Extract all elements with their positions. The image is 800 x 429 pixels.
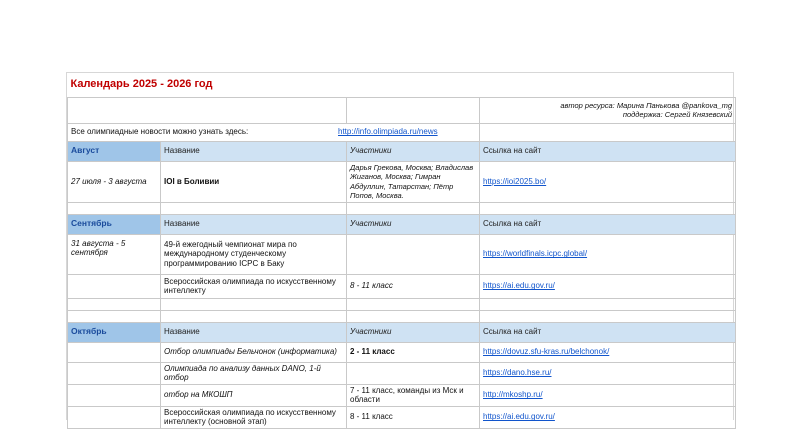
event-link[interactable]: https://ai.edu.gov.ru/	[483, 281, 555, 291]
header-participants[interactable]: Участники	[347, 214, 480, 234]
event-link-cell[interactable]	[480, 406, 736, 428]
spacer-row	[68, 310, 736, 322]
event-name[interactable]: Всероссийская олимпиада по искусственному интеллекту	[161, 274, 347, 298]
event-participants[interactable]: 8 - 11 класс	[347, 406, 480, 428]
event-link-cell[interactable]	[480, 234, 736, 274]
event-date[interactable]	[68, 274, 161, 298]
header-name[interactable]: Название	[161, 141, 347, 161]
empty-cell[interactable]	[68, 97, 347, 123]
event-link[interactable]: https://worldfinals.icpc.global/	[483, 249, 588, 259]
october-header-row	[68, 322, 736, 342]
support-text: поддержка: Сергей Князевский	[622, 110, 733, 119]
header-link[interactable]: Ссылка на сайт	[480, 214, 736, 234]
news-link-cell[interactable]	[338, 123, 736, 141]
spacer-row	[68, 202, 736, 214]
event-link[interactable]: https://ioi2025.bo/	[483, 176, 547, 186]
table-row	[68, 362, 736, 384]
empty-cell[interactable]	[161, 298, 347, 310]
empty-cell[interactable]	[347, 97, 480, 123]
table-row	[68, 234, 736, 274]
month-august[interactable]: Август	[68, 141, 161, 161]
august-header-row	[68, 141, 736, 161]
title-cell[interactable]	[68, 73, 736, 97]
table-row	[68, 161, 736, 202]
empty-cell[interactable]	[68, 310, 161, 322]
event-link-cell[interactable]	[480, 362, 736, 384]
event-date[interactable]: 27 июля - 3 августа	[68, 161, 161, 202]
event-participants[interactable]: 2 - 11 класс	[347, 342, 480, 362]
author-cell[interactable]	[480, 97, 736, 123]
event-date[interactable]	[68, 406, 161, 428]
event-date[interactable]	[68, 342, 161, 362]
header-participants[interactable]: Участники	[347, 322, 480, 342]
event-date[interactable]: 31 августа - 5 сентября	[68, 234, 161, 274]
header-name[interactable]: Название	[161, 322, 347, 342]
empty-cell[interactable]	[347, 298, 480, 310]
event-date[interactable]	[68, 362, 161, 384]
event-link[interactable]: https://dano.hse.ru/	[483, 368, 552, 378]
empty-cell[interactable]	[68, 298, 161, 310]
header-link[interactable]: Ссылка на сайт	[480, 322, 736, 342]
author-text: автор ресурса: Марина Панькова @pankova_mg	[560, 101, 733, 110]
event-link-cell[interactable]	[480, 384, 736, 406]
empty-cell[interactable]	[161, 310, 347, 322]
calendar-table	[67, 73, 736, 429]
news-row	[68, 123, 736, 141]
empty-cell[interactable]	[347, 310, 480, 322]
event-participants[interactable]: Дарья Грекова, Москва; Владислав Жиганов, Москва; Гимран Абдуллин, Татарстан; Пётр Попов, Москва.	[347, 161, 480, 202]
title-row	[68, 73, 736, 97]
header-name[interactable]: Название	[161, 214, 347, 234]
month-september[interactable]: Сентябрь	[68, 214, 161, 234]
event-link-cell[interactable]	[480, 342, 736, 362]
event-link[interactable]: https://ai.edu.gov.ru/	[483, 412, 555, 422]
news-label: Все олимпиадные новости можно узнать здесь:	[71, 127, 249, 137]
table-row	[68, 342, 736, 362]
event-name[interactable]: Олимпиада по анализу данных DANO, 1-й отбор	[161, 362, 347, 384]
event-name[interactable]: Отбор олимпиады Бельчонок (информатика)	[161, 342, 347, 362]
event-participants[interactable]	[347, 234, 480, 274]
event-participants[interactable]	[347, 362, 480, 384]
empty-cell[interactable]	[480, 202, 736, 214]
event-name[interactable]: Всероссийская олимпиада по искусственному интеллекту (основной этап)	[161, 406, 347, 428]
empty-cell[interactable]	[480, 310, 736, 322]
empty-cell[interactable]	[161, 202, 347, 214]
month-october[interactable]: Октябрь	[68, 322, 161, 342]
event-name[interactable]: IOI в Боливии	[161, 161, 347, 202]
sheet-title: Календарь 2025 - 2026 год	[70, 78, 213, 90]
empty-cell[interactable]	[347, 202, 480, 214]
event-link-cell[interactable]	[480, 161, 736, 202]
event-link[interactable]: https://dovuz.sfu-kras.ru/belchonok/	[483, 347, 610, 357]
table-row	[68, 274, 736, 298]
september-header-row	[68, 214, 736, 234]
empty-cell[interactable]	[480, 298, 736, 310]
spacer-row	[68, 298, 736, 310]
header-participants[interactable]: Участники	[347, 141, 480, 161]
table-row	[68, 384, 736, 406]
event-participants[interactable]: 8 - 11 класс	[347, 274, 480, 298]
empty-cell[interactable]	[68, 202, 161, 214]
event-date[interactable]	[68, 384, 161, 406]
header-link[interactable]: Ссылка на сайт	[480, 141, 736, 161]
news-link[interactable]: http://info.olimpiada.ru/news	[338, 127, 438, 137]
table-row	[68, 406, 736, 428]
event-link-cell[interactable]	[480, 274, 736, 298]
event-name[interactable]: отбор на МКОШП	[161, 384, 347, 406]
author-row	[68, 97, 736, 123]
event-link[interactable]: http://mkoshp.ru/	[483, 390, 543, 400]
event-name[interactable]: 49-й ежегодный чемпионат мира по международному студенческому программированию ICPC в Баку	[161, 234, 347, 274]
event-participants[interactable]: 7 - 11 класс, команды из Мск и области	[347, 384, 480, 406]
calendar-sheet	[66, 72, 734, 426]
